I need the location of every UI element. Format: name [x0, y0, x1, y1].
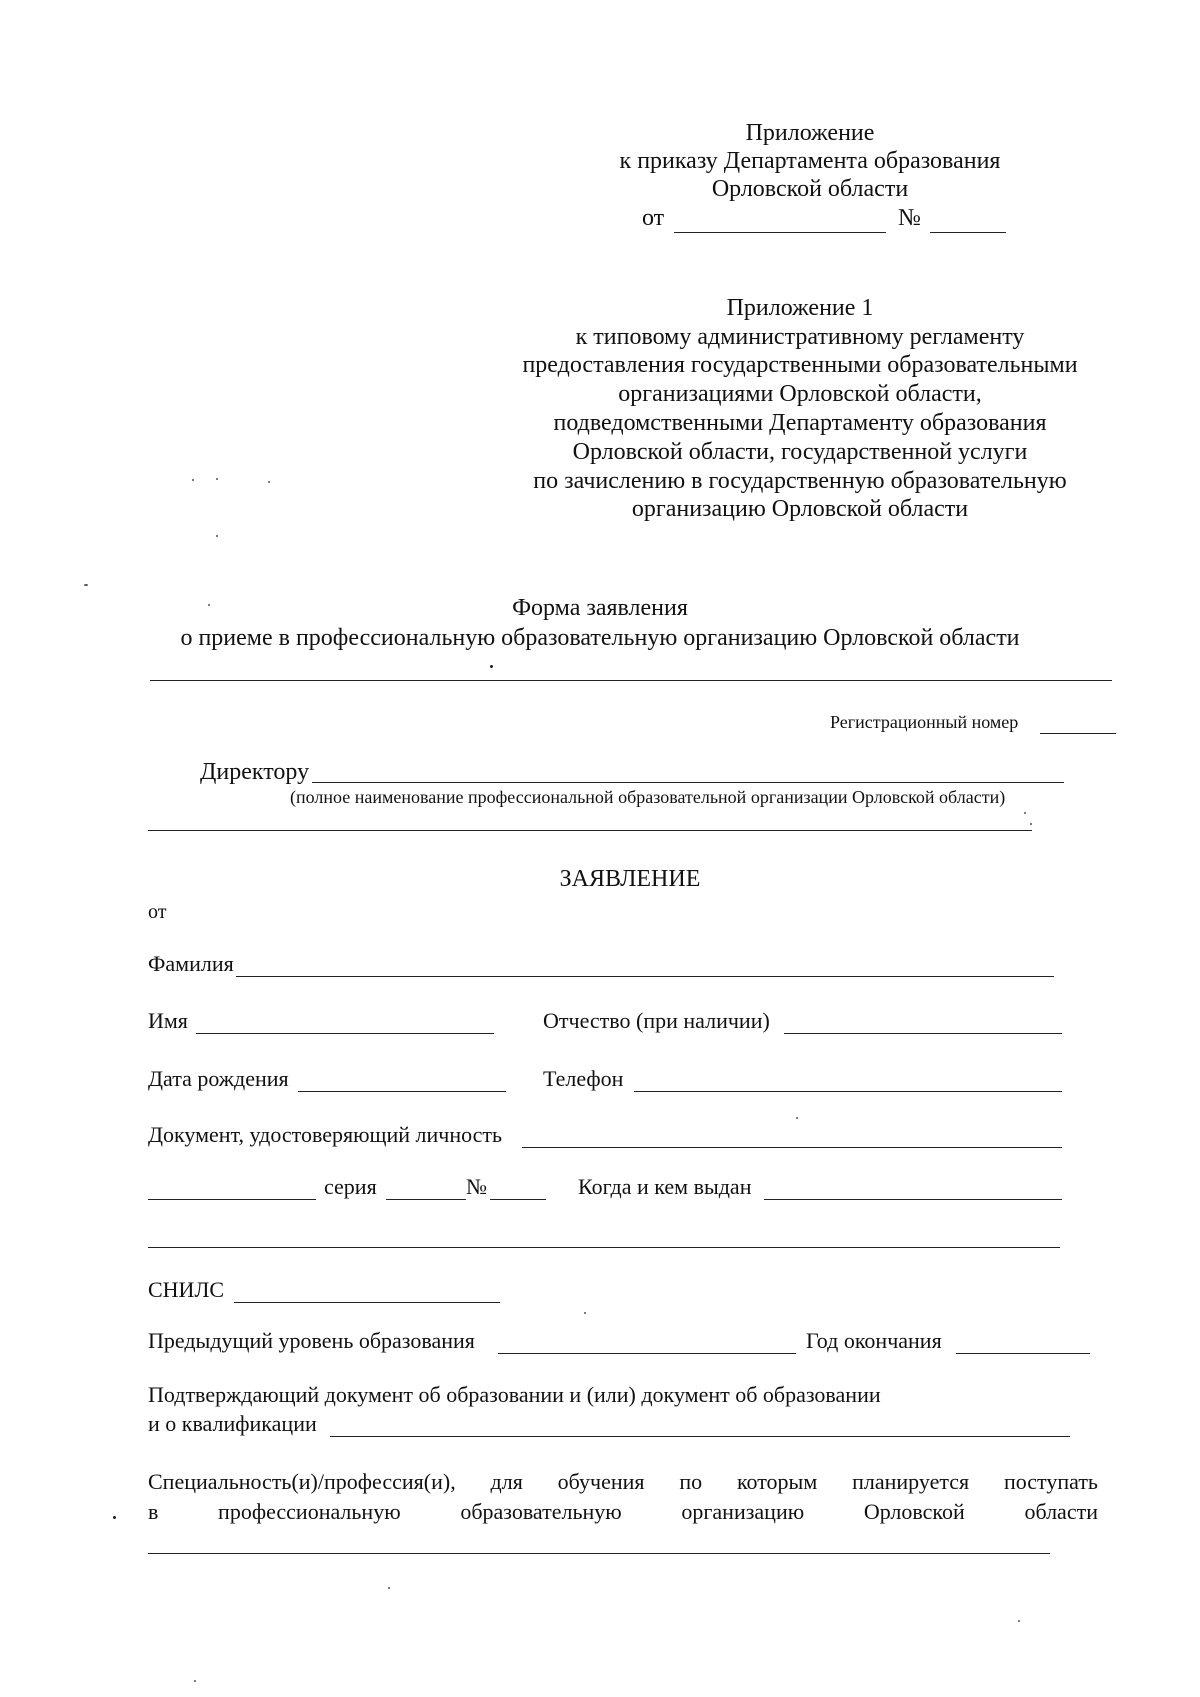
scan-speck — [1024, 812, 1026, 814]
series-input-line[interactable] — [386, 1199, 466, 1200]
number-input-line[interactable] — [490, 1199, 546, 1200]
scan-speck — [584, 1312, 586, 1314]
scan-speck — [796, 1117, 798, 1119]
specialty-word: для — [490, 1469, 523, 1494]
specialty-word: планируется — [852, 1469, 970, 1494]
edu-doc-label-line2: и о квалификации — [148, 1411, 317, 1436]
order-appendix-line3: Орловской области — [711, 176, 909, 202]
specialty-word: организацию — [681, 1499, 805, 1524]
scan-speck — [84, 584, 88, 586]
surname-label: Фамилия — [148, 951, 234, 976]
identity-doc-input-line[interactable] — [522, 1147, 1062, 1148]
name-label: Имя — [148, 1008, 188, 1033]
specialty-word: по — [679, 1469, 703, 1494]
scan-speck — [216, 535, 218, 537]
statement-from: от — [148, 901, 167, 923]
surname-input-line[interactable] — [236, 976, 1054, 977]
specialty-word: поступать — [1003, 1469, 1098, 1494]
patronymic-input-line[interactable] — [784, 1033, 1062, 1034]
specialty-word: которым — [736, 1469, 818, 1494]
order-date-prefix: от — [642, 205, 665, 231]
regulation-line: Орловской области, государственной услуги — [572, 439, 1028, 465]
scan-speck — [194, 1680, 196, 1682]
specialty-label-line2 — [148, 1501, 1098, 1523]
order-date-line[interactable] — [674, 232, 886, 233]
scan-speck — [268, 481, 270, 483]
specialty-label-line1 — [148, 1471, 1098, 1493]
identity-doc-label: Документ, удостоверяющий личность — [148, 1122, 503, 1147]
director-hint: (полное наименование профессиональной образовательной организации Орловской области) — [290, 787, 1006, 807]
scan-speck — [113, 1516, 116, 1519]
scan-speck — [490, 665, 493, 668]
registration-label: Регистрационный номер — [830, 712, 1019, 732]
grad-year-label: Год окончания — [806, 1328, 942, 1353]
prev-education-label: Предыдущий уровень образования — [148, 1328, 475, 1353]
snils-input-line[interactable] — [234, 1302, 500, 1303]
snils-label: СНИЛС — [148, 1277, 225, 1302]
order-appendix-line2: к приказу Департамента образования — [619, 148, 1001, 174]
prev-education-input-line[interactable] — [498, 1353, 796, 1354]
scan-speck — [216, 478, 218, 480]
birth-date-label: Дата рождения — [148, 1066, 289, 1091]
scan-speck — [1030, 823, 1032, 825]
specialty-word: области — [1024, 1499, 1098, 1524]
scan-speck — [192, 479, 194, 481]
order-appendix-title: Приложение — [745, 120, 875, 146]
regulation-line: подведомственными Департаменту образования — [553, 410, 1047, 436]
regulation-line: организацию Орловской области — [631, 496, 969, 522]
birth-date-input-line[interactable] — [298, 1091, 506, 1092]
issued-input-line[interactable] — [764, 1199, 1062, 1200]
specialty-word: в — [148, 1499, 159, 1524]
specialty-word: Орловской — [863, 1499, 965, 1524]
grad-year-input-line[interactable] — [956, 1353, 1090, 1354]
edu-doc-label-line1: Подтверждающий документ об образовании и (или) документ об образовании — [148, 1382, 881, 1407]
statement-title: ЗАЯВЛЕНИЕ — [559, 866, 701, 892]
issued-label: Когда и кем выдан — [578, 1174, 752, 1199]
scan-speck — [1018, 1620, 1020, 1622]
registration-input-line[interactable] — [1040, 733, 1116, 734]
order-number-sign: № — [898, 205, 921, 231]
doc-type-input-line[interactable] — [148, 1199, 316, 1200]
series-label: серия — [324, 1174, 377, 1199]
form-title: Форма заявления — [512, 595, 688, 621]
phone-input-line[interactable] — [634, 1091, 1062, 1092]
patronymic-label: Отчество (при наличии) — [543, 1008, 770, 1033]
director-input-line[interactable] — [312, 782, 1064, 783]
name-input-line[interactable] — [196, 1033, 494, 1034]
regulation-line: организациями Орловской области, — [618, 381, 982, 407]
issued-continuation-line[interactable] — [148, 1247, 1060, 1248]
edu-doc-input-line[interactable] — [330, 1436, 1070, 1437]
scan-speck — [208, 604, 210, 606]
phone-label: Телефон — [543, 1066, 624, 1091]
regulation-line: Приложение 1 — [726, 295, 874, 321]
specialty-word: профессиональную — [218, 1499, 401, 1524]
order-number-line[interactable] — [930, 232, 1006, 233]
regulation-line: предоставления государственными образовательными — [522, 352, 1078, 378]
specialty-word: обучения — [557, 1469, 645, 1494]
specialty-input-line[interactable] — [148, 1553, 1050, 1554]
number-label: № — [466, 1174, 487, 1199]
director-second-line[interactable] — [148, 830, 1032, 831]
form-subtitle: о приеме в профессиональную образовательную организацию Орловской области — [180, 625, 1020, 651]
regulation-line: по зачислению в государственную образовательную — [533, 468, 1067, 494]
specialty-word: Специальность(и)/профессия(и), — [148, 1469, 456, 1494]
scan-speck — [388, 1587, 390, 1589]
title-divider — [150, 680, 1112, 681]
specialty-word: образовательную — [460, 1499, 622, 1524]
regulation-line: к типовому административному регламенту — [575, 324, 1025, 350]
director-label: Директору — [200, 759, 310, 785]
